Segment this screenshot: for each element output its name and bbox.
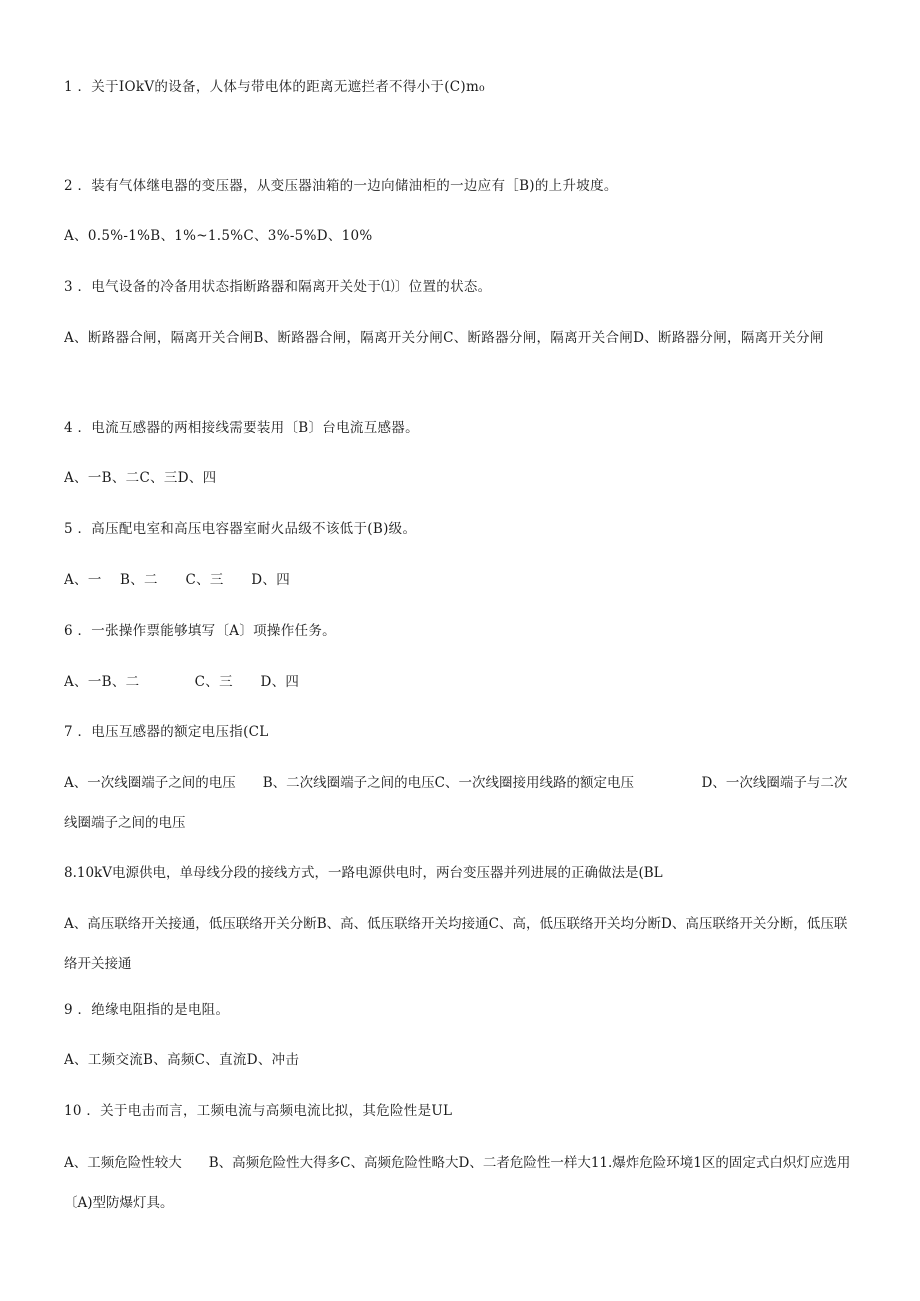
question-4-options: A、一B、二C、三D、四	[64, 470, 217, 486]
question-6	[64, 621, 864, 641]
question-2-options: A、0.5%-1%B、1%~1.5%C、3%-5%D、10%	[64, 228, 373, 244]
question-number: 3	[64, 279, 73, 295]
question-5-options: A、一 B、二 C、三 D、四	[64, 572, 291, 588]
question-8-options: A、高压联络开关接通，低压联络开关分断B、高、低压联络开关均接通C、高，低压联络开关均分断D、高压联络开关分断，低压联络开关接通	[64, 916, 848, 972]
question-7	[64, 722, 864, 742]
question-stem: ．关于IOkV的设备，人体与带电体的距离无遮拦者不得小于(C)m₀	[77, 79, 485, 95]
question-number: 10	[64, 1103, 82, 1119]
question-stem: ．电流互感器的两相接线需要装用〔B〕台电流互感器。	[77, 420, 419, 436]
question-6-options: A、一B、二 C、三 D、四	[64, 674, 300, 690]
question-stem: ．电气设备的冷备用状态指断路器和隔离开关处于⑴〕位置的状态。	[77, 279, 492, 295]
question-stem: ．电压互感器的额定电压指(CL	[77, 724, 269, 740]
question-number: 1	[64, 79, 73, 95]
question-2	[64, 176, 864, 196]
question-5	[64, 519, 864, 539]
question-4	[64, 418, 864, 438]
question-10-options: A、工频危险性较大 B、高频危险性大得多C、高频危险性略大D、二者危险性一样大11.爆炸危险环境1区的固定式白炽灯应选用〔A)型防爆灯具。	[64, 1155, 851, 1211]
question-number: 7	[64, 724, 73, 740]
question-stem: ．高压配电室和高压电容器室耐火品级不该低于(B)级。	[77, 521, 417, 537]
question-9-options: A、工频交流B、高频C、直流D、冲击	[64, 1052, 300, 1068]
question-1	[64, 77, 864, 97]
question-8: 8.10kV电源供电，单母线分段的接线方式，一路电源供电时，两台变压器并列进展的正确做法是(BL	[64, 865, 663, 881]
question-3	[64, 277, 864, 297]
question-3-options: A、断路器合闸，隔离开关合闸B、断路器合闸，隔离开关分闸C、断路器分闸，隔离开关合闸D、断路器分闸，隔离开关分闸	[64, 330, 824, 346]
question-number: 6	[64, 623, 73, 639]
question-stem: ．装有气体继电器的变压器，从变压器油箱的一边向储油柜的一边应有［B)的上升坡度。	[77, 178, 618, 194]
question-number: 4	[64, 420, 73, 436]
question-stem: ．一张操作票能够填写〔A〕项操作任务。	[77, 623, 336, 639]
question-10	[64, 1101, 864, 1121]
question-number: 2	[64, 178, 73, 194]
question-7-options: A、一次线圈端子之间的电压 B、二次线圈端子之间的电压C、一次线圈接用线路的额定电压 D、一次线圈端子与二次线圈端子之间的电压	[64, 775, 848, 831]
question-9	[64, 1000, 864, 1020]
question-number: 5	[64, 521, 73, 537]
question-stem: ．绝缘电阻指的是电阻。	[77, 1002, 230, 1018]
question-number: 9	[64, 1002, 73, 1018]
question-stem: ．关于电击而言，工频电流与高频电流比拟，其危险性是UL	[86, 1103, 453, 1119]
